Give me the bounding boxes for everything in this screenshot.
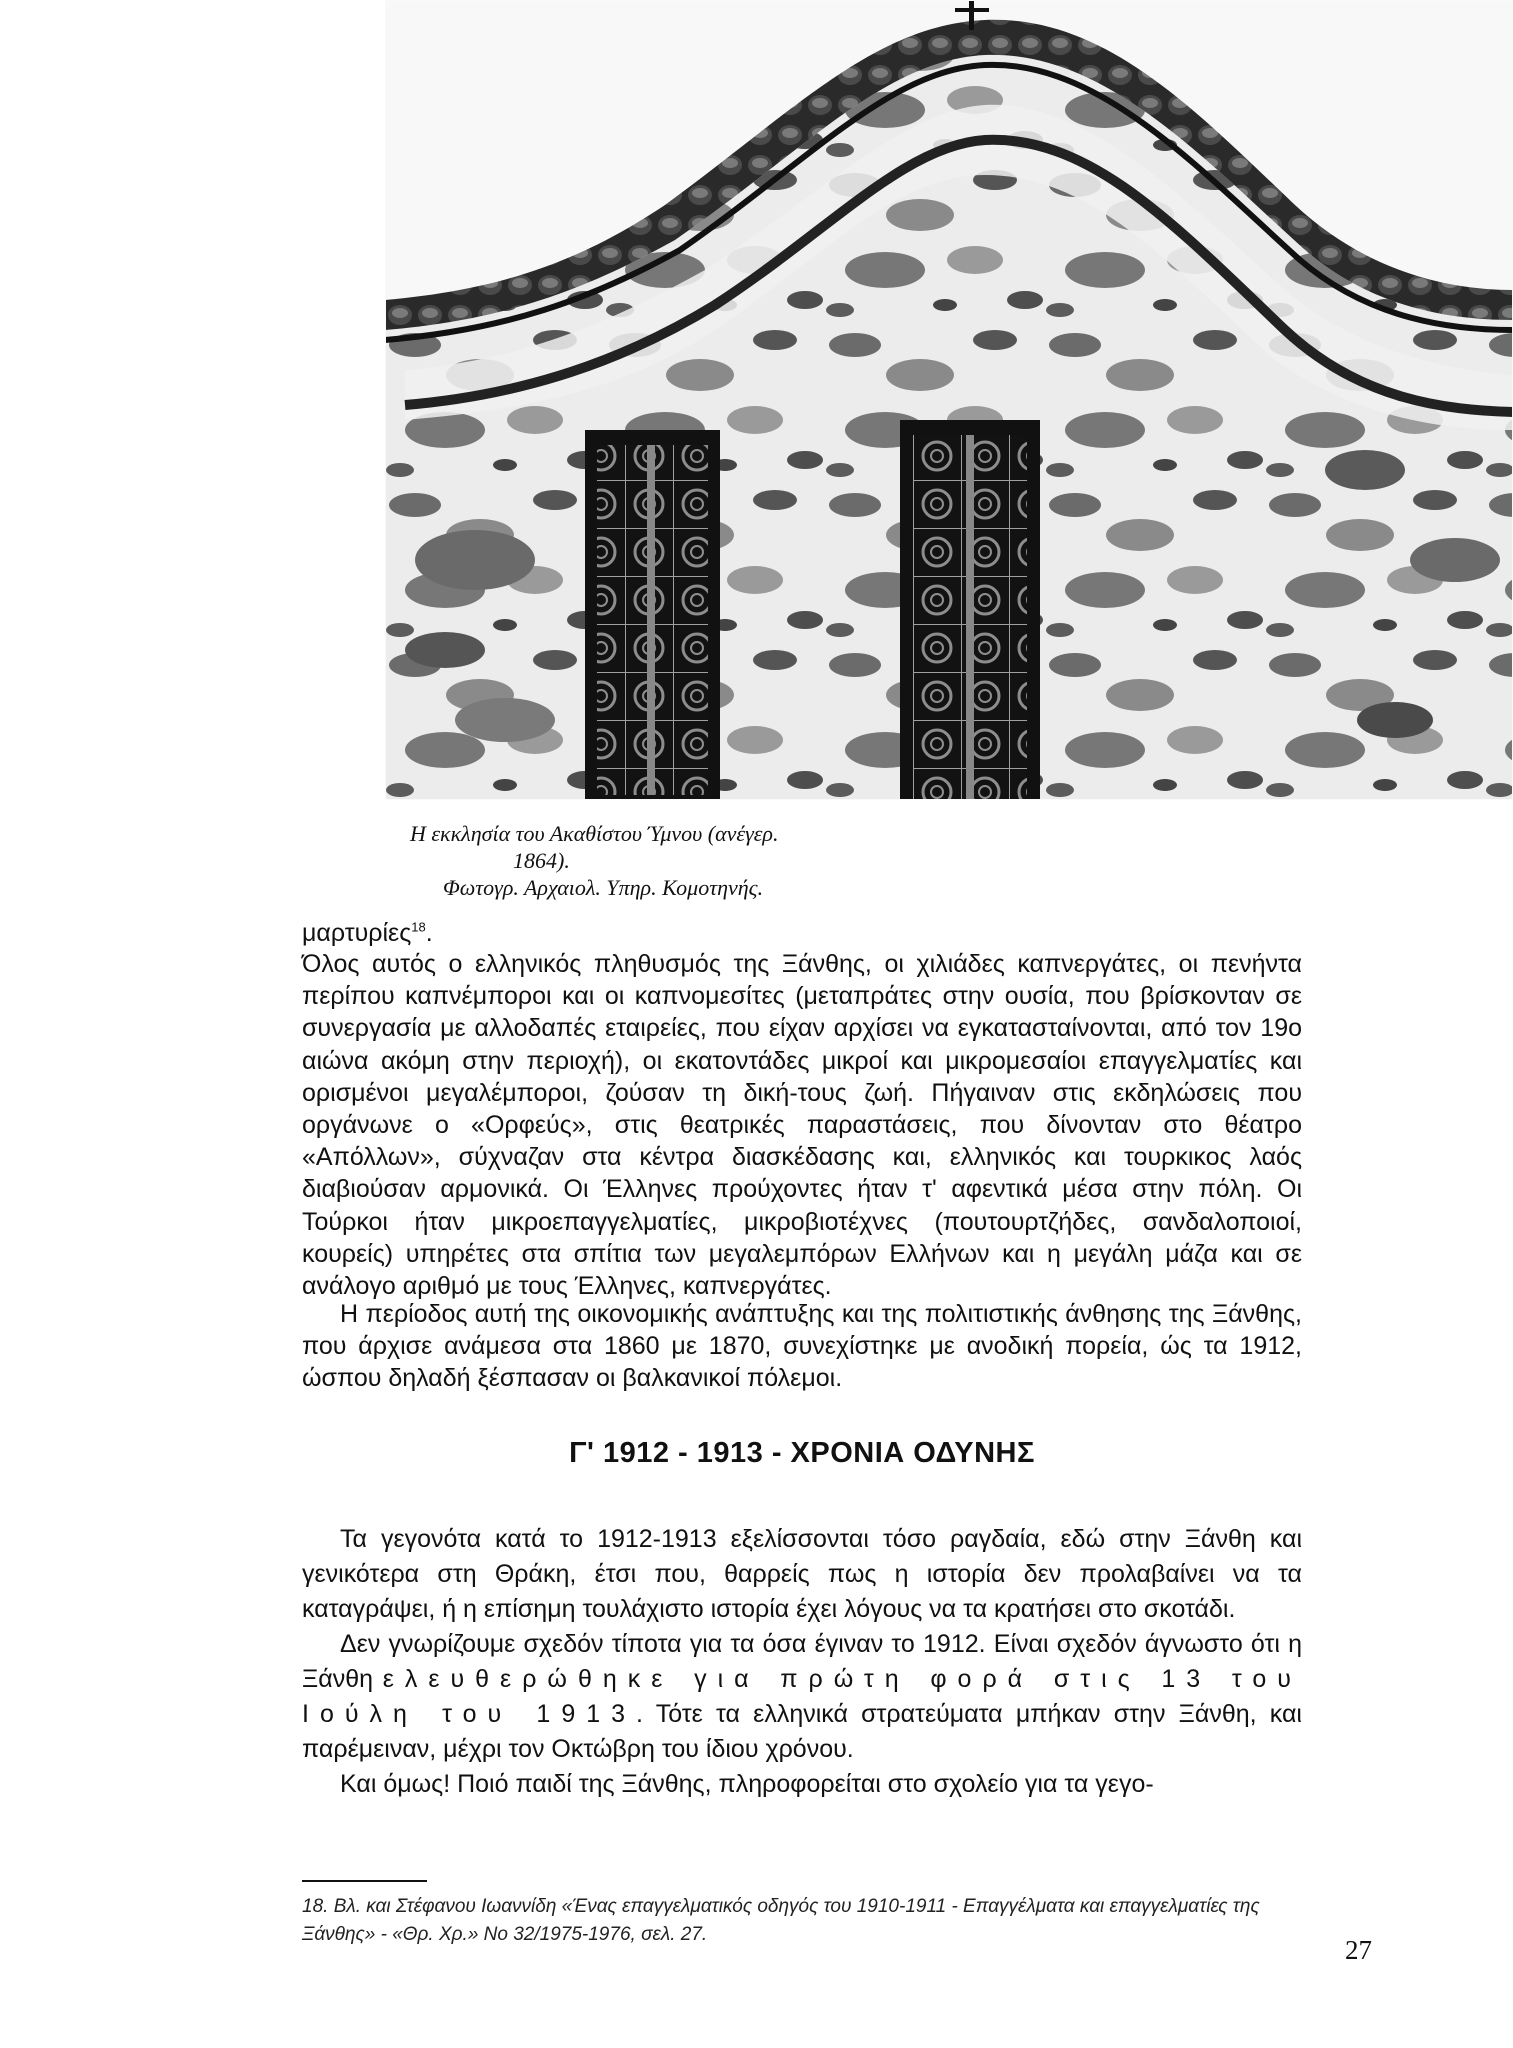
section-paragraph-1: Τα γεγονότα κατά το 1912-1913 εξελίσσονται τόσο ραγδαία, εδώ στην Ξάνθη και γενικότερα στη Θράκη, έτσι που, θαρρείς πως η ιστορία δεν προλαβαίνει να τα καταγράψει, ή η επίσημη τουλάχιστο ιστορία έχει λόγους να τα κρατήσει στο σκοτάδι. — [302, 1525, 1302, 1623]
section-body — [302, 1522, 1302, 1802]
caption-line-3: Φωτογρ. Αρχαιολ. Υπηρ. Κομοτηνής. — [443, 875, 764, 900]
photo-caption — [410, 820, 1110, 901]
body-paragraph-2 — [302, 1298, 1302, 1395]
footnote: 18. Βλ. και Στέφανου Ιωαννίδη «Ένας επαγγελματικός οδηγός του 1910-1911 - Επαγγέλματα και επαγγελματίες της Ξάνθης» - «Θρ. Χρ.» Νο 32/1975-1976, σελ. 27. — [302, 1896, 1260, 1945]
paragraph-end: . Τότε τα ελληνικά στρατεύματα μπήκαν στην Ξάνθη, και παρέμειναν, μέχρι τον Οκτώβρη του ίδιου χρόνου. — [302, 1700, 1302, 1763]
caption-line-2: 1864). — [513, 848, 570, 873]
paragraph-text: Η περίοδος αυτή της οικονομικής ανάπτυξης και της πολιτιστικής άνθησης της Ξάνθης, που άρχισε ανάμεσα στα 1860 με 1870, συνεχίστηκε με ανοδική πορεία, ώς τα 1912, ώσπου δηλαδή ξέσπασαν οι βαλκανικοί πόλεμοι. — [302, 1300, 1302, 1393]
footnote-divider — [302, 1880, 427, 1882]
page-number: 27 — [1345, 1935, 1372, 1965]
caption-line-1: Η εκκλησία του Ακαθίστου Ύμνου (ανέγερ. — [410, 821, 779, 846]
paragraph-text: Όλος αυτός ο ελληνικός πληθυσμός της Ξάνθης, οι χιλιάδες καπνεργάτες, οι πενήντα περίπου καπνέμποροι και οι καπνομεσίτες (μεταπράτες στην ουσία, που βρίσκονταν σε συνεργασία με αλλοδαπές εταιρείες, που είχαν αρχίσει να εγκατασταίνονται, από τον 19ο αιώνα ακόμη στην περιοχή), οι εκατοντάδες μικροί και μικρομεσαίοι επαγγελματίες και ορισμένοι μεγαλέμποροι, ζούσαν τη δική-τους ζωή. Πήγαιναν στις εκδηλώσεις που οργάνωνε ο «Ορφεύς», στις θεατρικές παραστάσεις, που δίνονταν στο θέατρο «Απόλλων», σύχναζαν στα κέντρα διασκέδασης και, ελληνικός και τουρκικος λαός διαβιούσαν αρμονικά. Οι Έλληνες προύχοντες ήταν τ' αφεντικά μέσα στην πόλη. Οι Τούρκοι ήταν μικροεπαγγελματίες, μικροβιοτέχνες (πουτουρτζήδες, σανδαλοποιοί, κουρείς) υπηρέτες στα σπίτια των μεγαλεμπόρων Ελλήνων και η μεγάλη μάζα και σε ανάλογο αριθμό με τους Έλληνες, καπνεργάτες. — [302, 950, 1302, 1301]
emphasized-spaced-text: ελευθερώθηκε για πρώτη φορά στις 13 του Ιούλη του 1913 — [302, 1665, 1302, 1728]
continued-text: μαρτυρίες$^{18}$. — [302, 919, 433, 947]
church-photograph — [385, 0, 1513, 800]
section-heading: Γ' 1912 - 1913 - ΧΡΟΝΙΑ ΟΔΥΝΗΣ — [569, 1437, 1035, 1469]
continued-word: μαρτυρίες — [302, 919, 412, 947]
body-paragraph-1 — [302, 948, 1302, 1302]
section-paragraph-3: Και όμως! Ποιό παιδί της Ξάνθης, πληροφορείται στο σχολείο για τα γεγο- — [340, 1770, 1154, 1798]
paragraph-start: Δεν γνωρίζουμε σχεδόν τίποτα για τα όσα έγιναν το 1912. Είναι σχεδόν άγνωστο ότι η Ξάνθη — [302, 1630, 1302, 1693]
footnote-reference: 18 — [411, 919, 426, 935]
section-paragraph-2 — [302, 1627, 1302, 1767]
